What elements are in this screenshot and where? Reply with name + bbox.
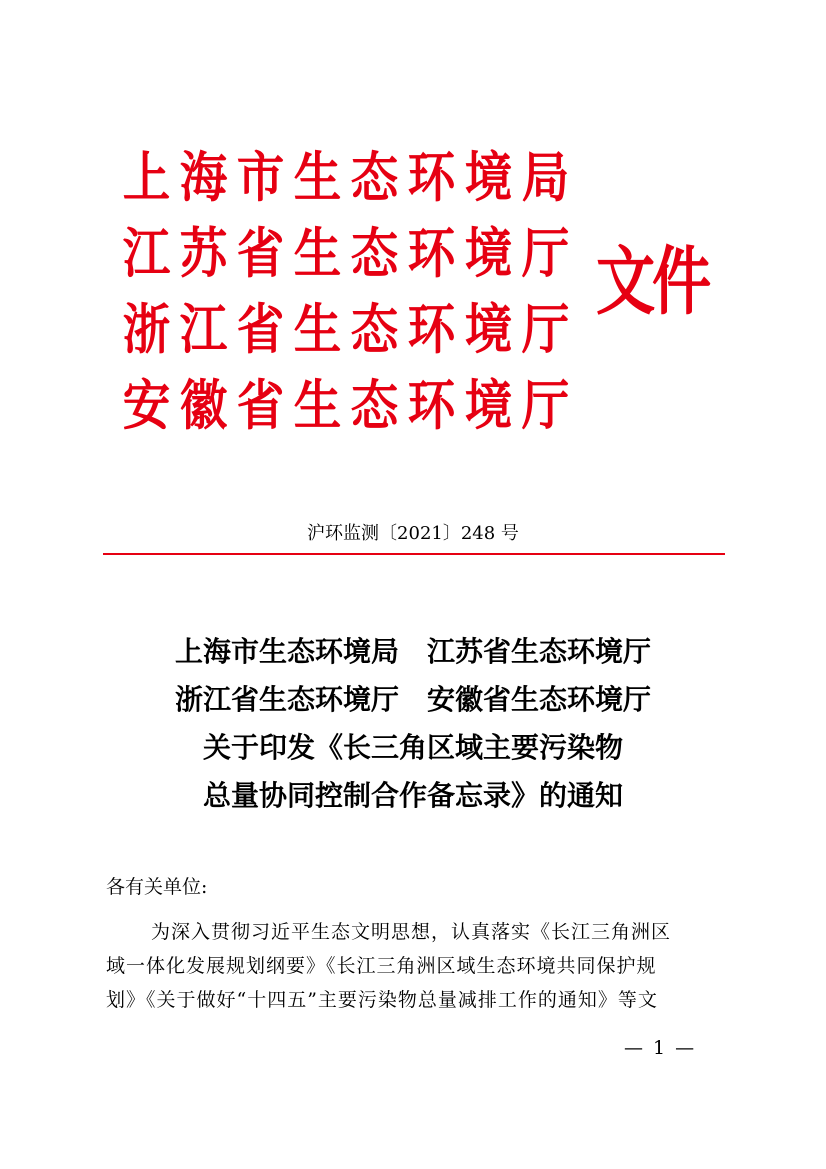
- body-line: 为深入贯彻习近平生态文明思想，认真落实《长江三角洲区: [151, 921, 672, 943]
- issuer-char: 生: [293, 374, 342, 437]
- issuer-char: 环: [407, 374, 456, 437]
- issuer-char: 市: [236, 146, 285, 209]
- title-line: 关于印发《长三角区域主要污染物: [202, 731, 623, 764]
- issuer-row: [118, 368, 574, 444]
- title-line: 上海市生态环境局 江苏省生态环境厅: [174, 635, 651, 668]
- issuer-row: [118, 140, 574, 216]
- issuer-char: 上: [122, 146, 171, 209]
- body-line: 域一体化发展规划纲要》《长江三角洲区域生态环境共同保护规: [106, 955, 657, 977]
- issuer-char: 态: [350, 374, 399, 437]
- issuer-row: [118, 216, 574, 292]
- issuer-char: 境: [464, 222, 513, 285]
- issuer-char: 环: [407, 146, 456, 209]
- issuer-char: 局: [521, 146, 570, 209]
- issuer-char: 安: [122, 374, 171, 437]
- issuer-char: 江: [179, 298, 228, 361]
- title-line: 总量协同控制合作备忘录》的通知: [202, 779, 623, 812]
- issuer-char: 海: [179, 146, 228, 209]
- title-line: 浙江省生态环境厅 安徽省生态环境厅: [174, 683, 651, 716]
- issuer-char: 省: [236, 374, 285, 437]
- issuing-authorities: [118, 140, 574, 444]
- red-divider: [103, 553, 725, 555]
- issuer-char: 境: [464, 298, 513, 361]
- issuer-char: 态: [350, 298, 399, 361]
- issuer-char: 省: [236, 222, 285, 285]
- issuer-char: 生: [293, 298, 342, 361]
- body-paragraph: [106, 915, 718, 1017]
- issuer-char: 境: [464, 146, 513, 209]
- issuer-char: 生: [293, 222, 342, 285]
- issuer-char: 徽: [179, 374, 228, 437]
- issuer-char: 境: [464, 374, 513, 437]
- body-line: 划》《关于做好“十四五”主要污染物总量减排工作的通知》等文: [106, 989, 658, 1011]
- issuer-char: 厅: [521, 374, 570, 437]
- issuer-char: 江: [122, 222, 171, 285]
- document-title: [0, 628, 826, 820]
- issuer-char: 苏: [179, 222, 228, 285]
- issuer-char: 生: [293, 146, 342, 209]
- issuer-row: [118, 292, 574, 368]
- salutation: 各有关单位:: [106, 876, 208, 898]
- issuer-char: 省: [236, 298, 285, 361]
- issuer-char: 厅: [521, 222, 570, 285]
- issuer-char: 态: [350, 222, 399, 285]
- issuer-char: 环: [407, 222, 456, 285]
- document-heading-word: 文件: [596, 239, 708, 325]
- issuer-char: 厅: [521, 298, 570, 361]
- page-number: — 1 —: [624, 1037, 697, 1059]
- issuer-char: 浙: [122, 298, 171, 361]
- issuer-char: 环: [407, 298, 456, 361]
- document-number: 沪环监测〔2021〕248 号: [307, 523, 519, 544]
- issuer-char: 态: [350, 146, 399, 209]
